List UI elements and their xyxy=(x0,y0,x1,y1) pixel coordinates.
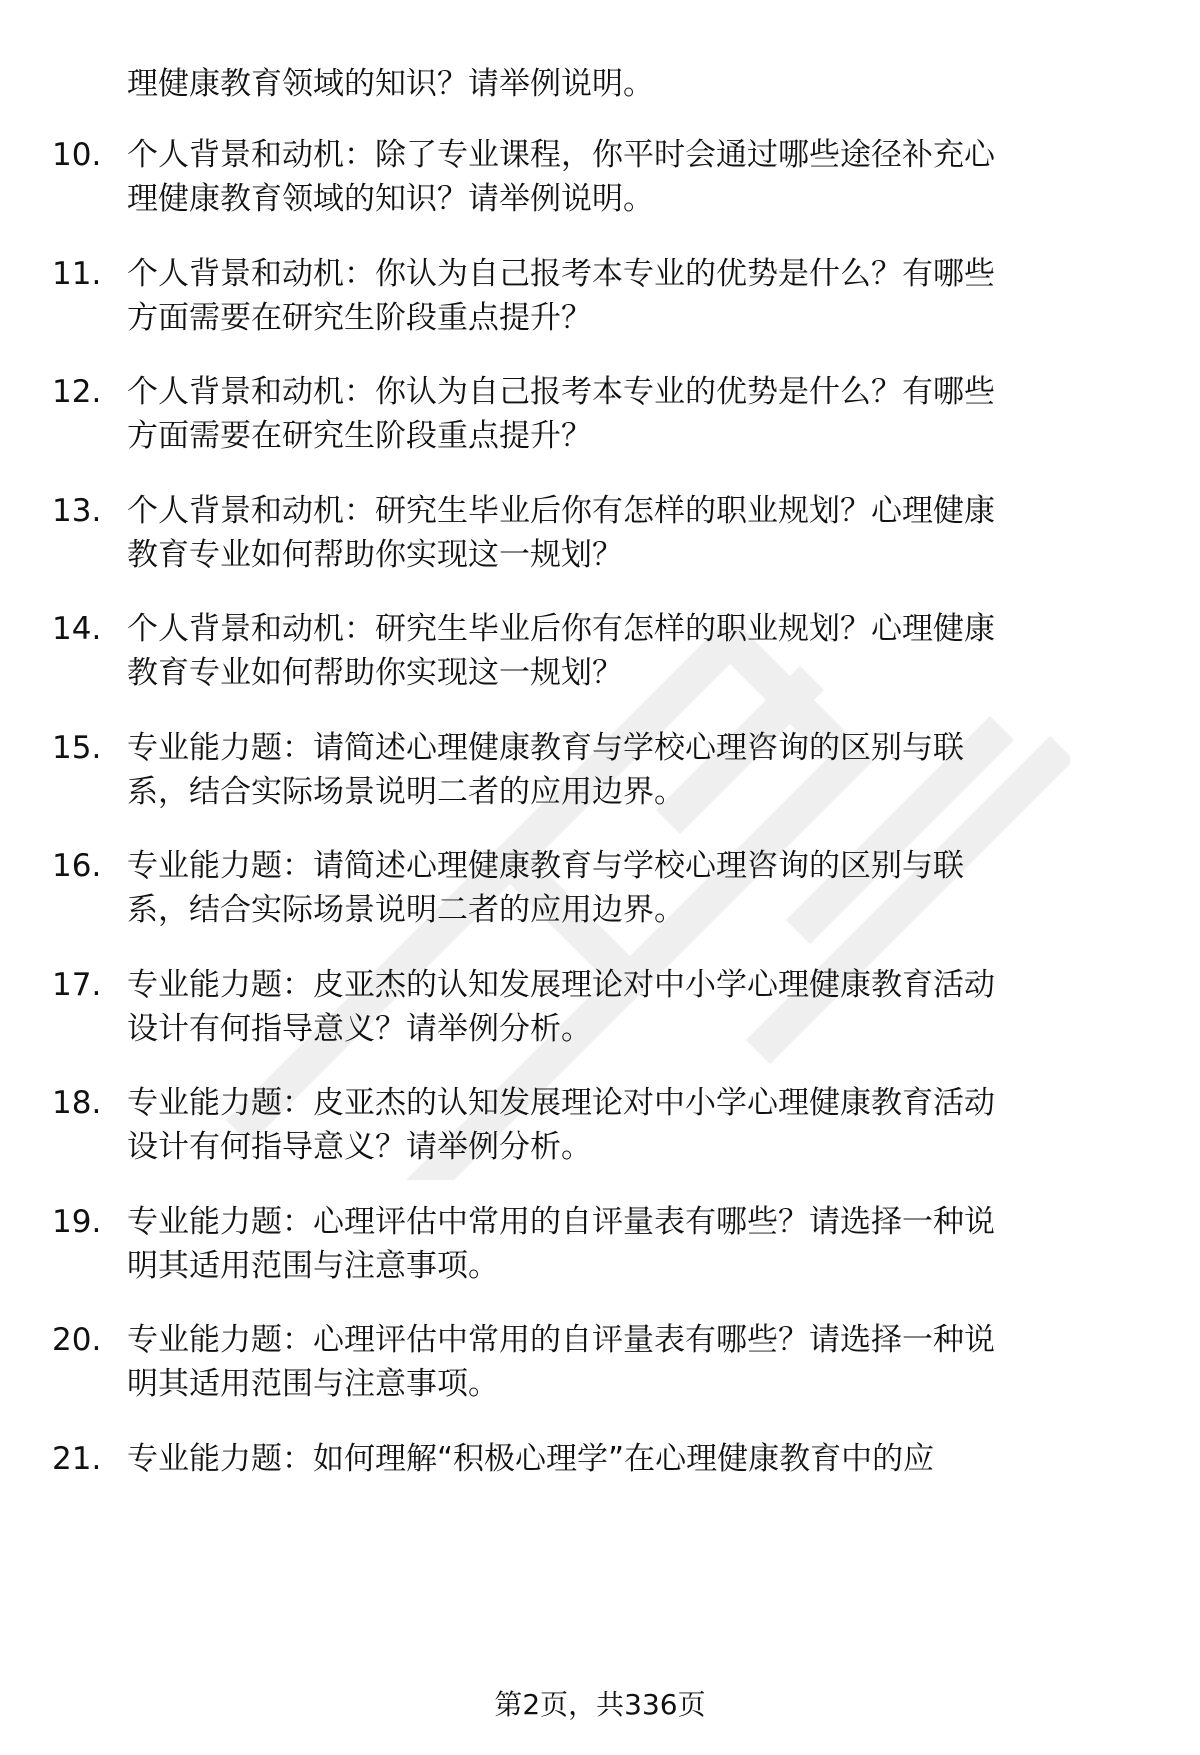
question-number: 14. xyxy=(52,611,102,647)
page-footer: 第2页，共336页 xyxy=(494,1688,706,1721)
question-line: 系，结合实际场景说明二者的应用边界。 xyxy=(127,774,685,810)
question-number: 10. xyxy=(52,137,102,173)
question-line: 专业能力题：皮亚杰的认知发展理论对中小学心理健康教育活动 xyxy=(127,967,995,1003)
question-line: 专业能力题：请简述心理健康教育与学校心理咨询的区别与联 xyxy=(127,730,964,766)
question-text xyxy=(127,726,1147,814)
question-text xyxy=(127,963,1147,1051)
question-text xyxy=(127,133,1147,221)
question-line: 系，结合实际场景说明二者的应用边界。 xyxy=(127,892,685,928)
question-text xyxy=(127,844,1147,932)
question-line: 专业能力题：皮亚杰的认知发展理论对中小学心理健康教育活动 xyxy=(127,1085,995,1121)
question-line: 理健康教育领域的知识？请举例说明。 xyxy=(127,181,654,217)
question-line: 设计有何指导意义？请举例分析。 xyxy=(127,1129,592,1165)
question-number: 17. xyxy=(52,967,102,1003)
question-line: 明其适用范围与注意事项。 xyxy=(127,1366,499,1402)
question-line: 专业能力题：心理评估中常用的自评量表有哪些？请选择一种说 xyxy=(127,1322,995,1358)
question-number: 16. xyxy=(52,848,102,884)
question-line: 个人背景和动机：你认为自己报考本专业的优势是什么？有哪些 xyxy=(127,374,995,410)
question-line: 教育专业如何帮助你实现这一规划？ xyxy=(127,537,623,573)
question-line: 方面需要在研究生阶段重点提升？ xyxy=(127,418,592,454)
question-line: 教育专业如何帮助你实现这一规划？ xyxy=(127,655,623,691)
question-number: 21. xyxy=(52,1441,102,1477)
question-number: 13. xyxy=(52,493,102,529)
question-text xyxy=(127,1318,1147,1406)
question-number: 15. xyxy=(52,730,102,766)
question-line: 设计有何指导意义？请举例分析。 xyxy=(127,1011,592,1047)
question-line: 专业能力题：请简述心理健康教育与学校心理咨询的区别与联 xyxy=(127,848,964,884)
question-line: 专业能力题：心理评估中常用的自评量表有哪些？请选择一种说 xyxy=(127,1204,995,1240)
question-text xyxy=(127,489,1147,577)
question-text xyxy=(127,1437,1147,1481)
question-text xyxy=(127,1200,1147,1288)
question-line: 明其适用范围与注意事项。 xyxy=(127,1248,499,1284)
question-text xyxy=(127,607,1147,695)
question-text xyxy=(127,252,1147,340)
question-text xyxy=(127,1081,1147,1169)
question-line: 个人背景和动机：研究生毕业后你有怎样的职业规划？心理健康 xyxy=(127,611,995,647)
question-line: 方面需要在研究生阶段重点提升？ xyxy=(127,300,592,336)
question-number: 19. xyxy=(52,1204,102,1240)
question-number: 18. xyxy=(52,1085,102,1121)
question-line: 专业能力题：如何理解“积极心理学”在心理健康教育中的应 xyxy=(127,1441,935,1477)
question-number: 20. xyxy=(52,1322,102,1358)
question-text xyxy=(127,370,1147,458)
continuation-line: 理健康教育领域的知识？请举例说明。 xyxy=(127,66,654,102)
question-line: 个人背景和动机：除了专业课程，你平时会通过哪些途径补充心 xyxy=(127,137,995,173)
question-number: 12. xyxy=(52,374,102,410)
question-line: 个人背景和动机：你认为自己报考本专业的优势是什么？有哪些 xyxy=(127,256,995,292)
question-line: 个人背景和动机：研究生毕业后你有怎样的职业规划？心理健康 xyxy=(127,493,995,529)
question-number: 11. xyxy=(52,256,102,292)
